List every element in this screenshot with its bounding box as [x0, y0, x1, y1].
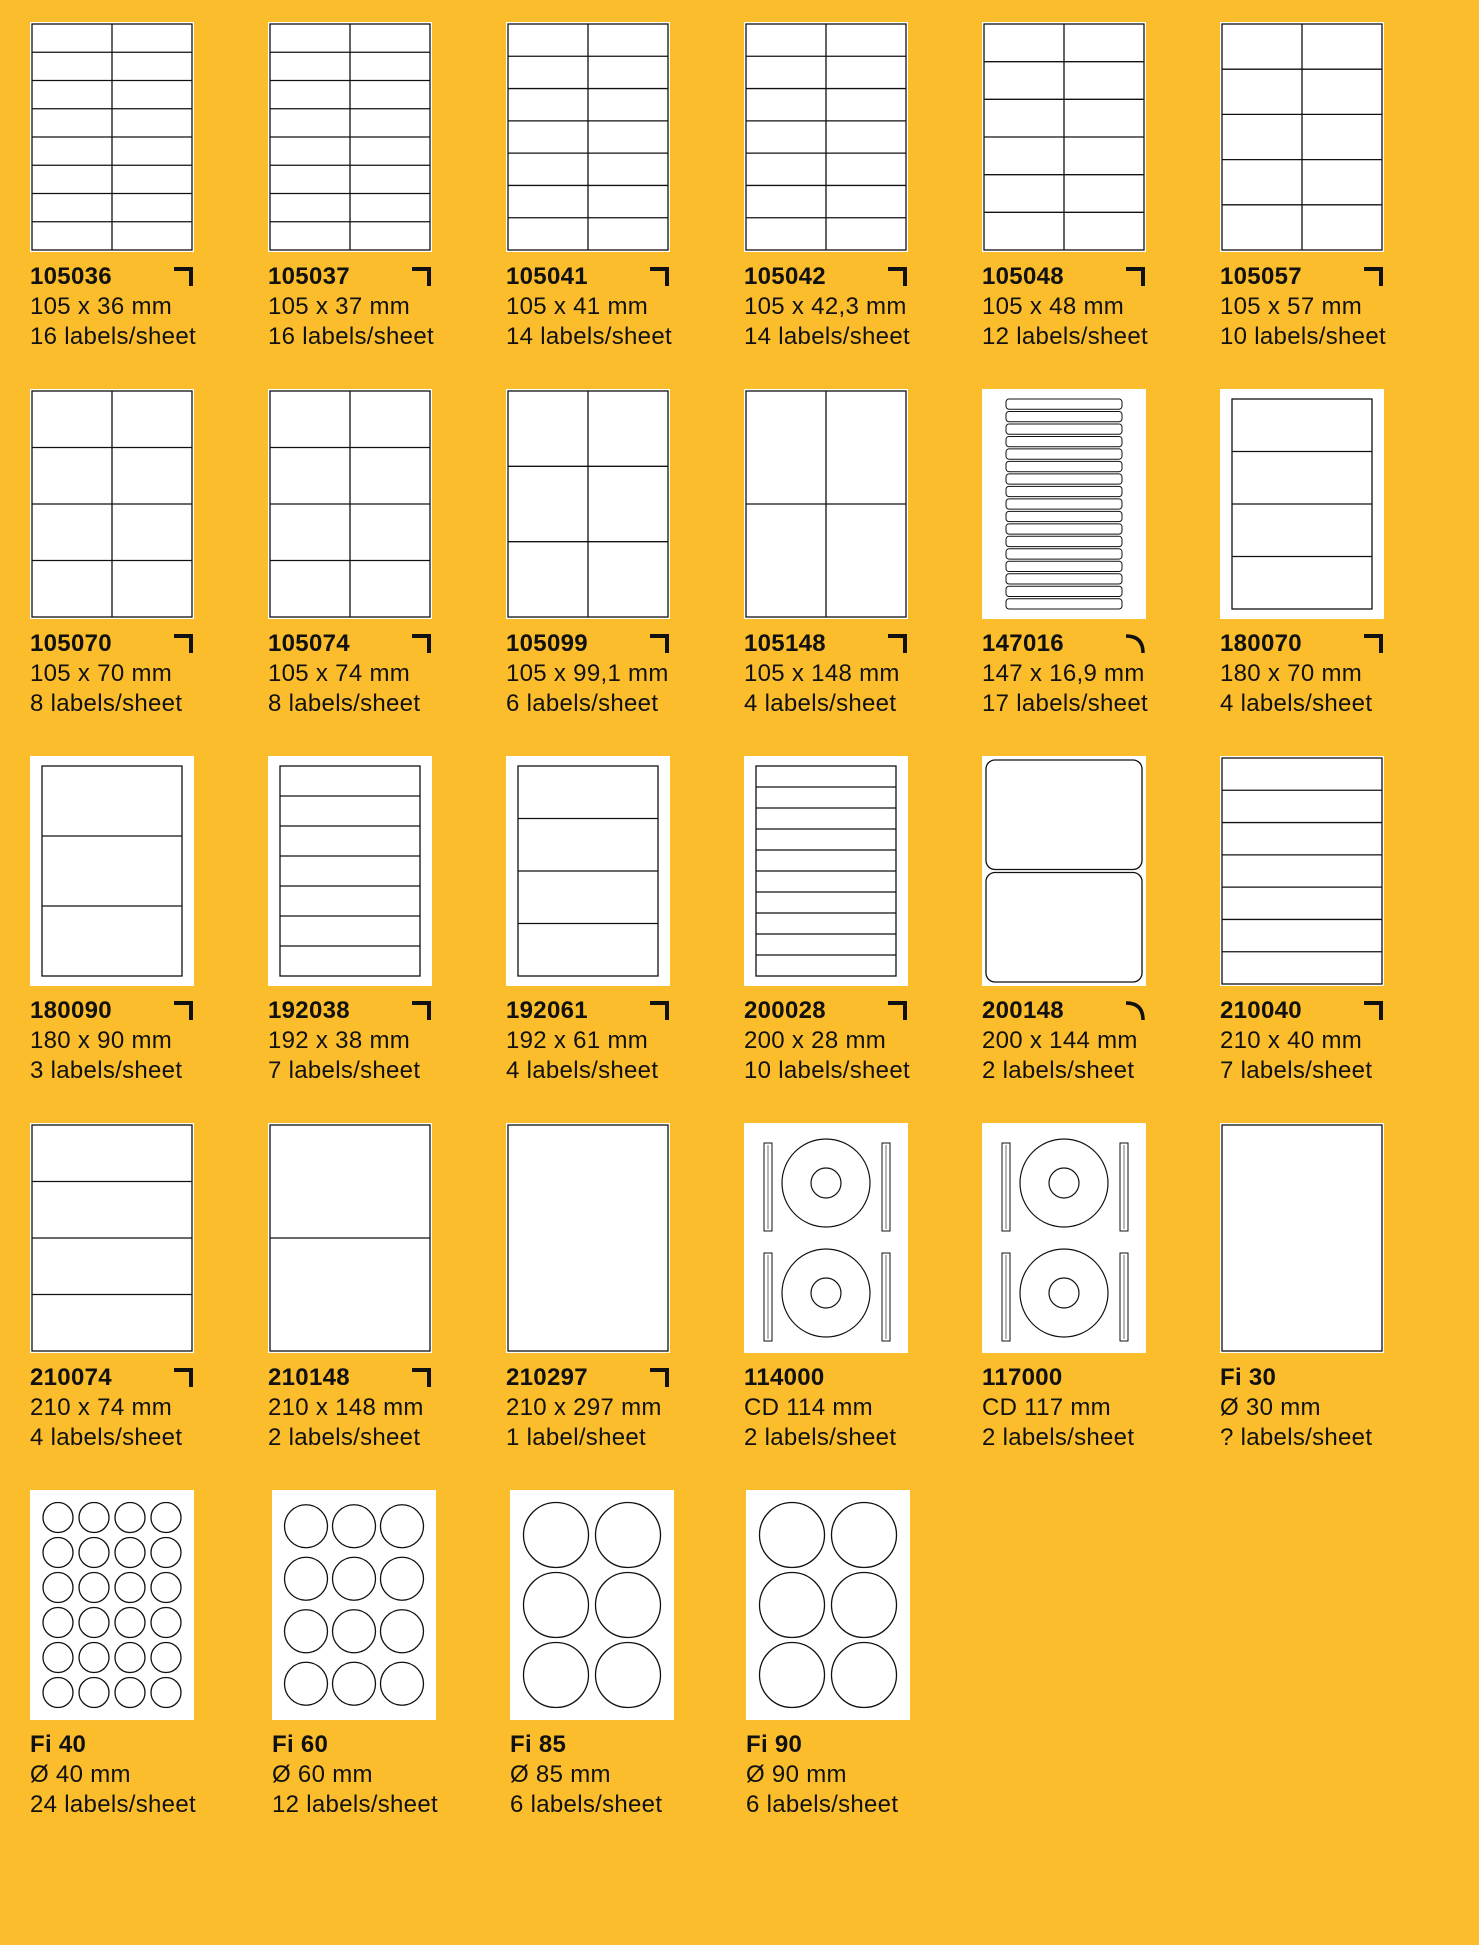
- label-size: 147 x 16,9 mm: [982, 660, 1145, 687]
- sheet-preview: [510, 1490, 674, 1720]
- labels-per-sheet: 16 labels/sheet: [268, 323, 434, 350]
- label-size: 210 x 297 mm: [506, 1394, 662, 1421]
- cd-hole: [1049, 1278, 1079, 1308]
- labels-per-sheet: 14 labels/sheet: [744, 323, 910, 350]
- label-size: 105 x 42,3 mm: [744, 293, 907, 320]
- label-circle: [151, 1643, 181, 1673]
- labels-per-sheet: 10 labels/sheet: [744, 1057, 910, 1084]
- label-circle: [381, 1662, 424, 1705]
- sheet-preview: [272, 1490, 436, 1720]
- label-circle: [115, 1573, 145, 1603]
- label-outline: [42, 766, 182, 976]
- corner-shape-icon: [648, 266, 670, 288]
- corner-shape-icon: [172, 633, 194, 655]
- label-cell: [1006, 536, 1122, 546]
- label-code: Fi 85: [510, 1731, 567, 1758]
- label-circle: [43, 1678, 73, 1708]
- label-cell: [1006, 411, 1122, 421]
- corner-mark: [888, 269, 905, 286]
- label-code: 180070: [1220, 630, 1302, 657]
- sheet-preview: [506, 1123, 670, 1353]
- label-cell: [986, 873, 1142, 983]
- labels-per-sheet: 2 labels/sheet: [982, 1424, 1135, 1451]
- corner-shape-icon: [1362, 1000, 1384, 1022]
- label-circle: [333, 1557, 376, 1600]
- label-code: 105074: [268, 630, 350, 657]
- sheet-preview: [506, 756, 670, 986]
- label-code: 192061: [506, 997, 588, 1024]
- labels-per-sheet: 6 labels/sheet: [510, 1791, 663, 1818]
- corner-shape-icon: [648, 1000, 670, 1022]
- label-circle: [760, 1643, 825, 1708]
- corner-mark: [1364, 269, 1381, 286]
- label-code: 105057: [1220, 263, 1302, 290]
- sheet-preview: [506, 22, 670, 252]
- label-size: 192 x 38 mm: [268, 1027, 411, 1054]
- label-circle: [381, 1610, 424, 1653]
- label-outline: [508, 1125, 668, 1351]
- label-code: 210148: [268, 1364, 350, 1391]
- label-cell: [1006, 586, 1122, 596]
- cd-hole: [811, 1278, 841, 1308]
- sheet-preview: [1220, 22, 1384, 252]
- corner-shape-icon: [648, 633, 670, 655]
- corner-mark: [1364, 636, 1381, 653]
- corner-shape-icon: [1124, 266, 1146, 288]
- label-cell: [1006, 461, 1122, 471]
- label-circle: [79, 1678, 109, 1708]
- label-circle: [115, 1643, 145, 1673]
- label-code: 200148: [982, 997, 1064, 1024]
- sheet-preview: [268, 22, 432, 252]
- corner-mark: [174, 1003, 191, 1020]
- labels-per-sheet: 7 labels/sheet: [268, 1057, 421, 1084]
- sheet-preview: [744, 22, 908, 252]
- label-code: 147016: [982, 630, 1064, 657]
- label-code: 200028: [744, 997, 826, 1024]
- label-code: 105042: [744, 263, 826, 290]
- label-circle: [151, 1678, 181, 1708]
- corner-mark: [650, 1003, 667, 1020]
- label-code: 210040: [1220, 997, 1302, 1024]
- label-size: 180 x 70 mm: [1220, 660, 1363, 687]
- label-circle: [79, 1608, 109, 1638]
- label-code: 114000: [744, 1364, 825, 1391]
- corner-shape-icon: [410, 633, 432, 655]
- corner-shape-icon: [886, 633, 908, 655]
- corner-shape-icon: [886, 266, 908, 288]
- label-circle: [43, 1538, 73, 1568]
- label-outline: [280, 766, 420, 976]
- corner-shape-icon: [410, 1367, 432, 1389]
- labels-per-sheet: 7 labels/sheet: [1220, 1057, 1373, 1084]
- label-circle: [285, 1557, 328, 1600]
- sheet-preview: [30, 1490, 194, 1720]
- labels-per-sheet: 1 label/sheet: [506, 1424, 647, 1451]
- label-size: 105 x 48 mm: [982, 293, 1125, 320]
- label-circle: [285, 1505, 328, 1548]
- sheet-preview: [1220, 756, 1384, 986]
- label-circle: [524, 1573, 589, 1638]
- label-size: 200 x 144 mm: [982, 1027, 1138, 1054]
- label-circle: [151, 1573, 181, 1603]
- labels-per-sheet: 17 labels/sheet: [982, 690, 1148, 717]
- corner-mark: [1126, 636, 1143, 653]
- label-circle: [151, 1538, 181, 1568]
- sheet-preview: [982, 756, 1146, 986]
- labels-per-sheet: 4 labels/sheet: [1220, 690, 1373, 717]
- label-size: Ø 40 mm: [30, 1761, 131, 1788]
- label-circle: [333, 1662, 376, 1705]
- label-outline: [1222, 1125, 1382, 1351]
- corner-shape-icon: [1124, 1000, 1146, 1022]
- labels-per-sheet: 4 labels/sheet: [30, 1424, 183, 1451]
- sheet-preview: [268, 389, 432, 619]
- label-size: 105 x 148 mm: [744, 660, 900, 687]
- sheet-preview: [744, 1123, 908, 1353]
- label-size: 105 x 57 mm: [1220, 293, 1363, 320]
- labels-per-sheet: 2 labels/sheet: [744, 1424, 897, 1451]
- sheet-preview: [982, 22, 1146, 252]
- label-outline: [1222, 758, 1382, 984]
- corner-shape-icon: [172, 1367, 194, 1389]
- label-size: 105 x 99,1 mm: [506, 660, 669, 687]
- corner-mark: [174, 269, 191, 286]
- label-size: 200 x 28 mm: [744, 1027, 887, 1054]
- label-size: Ø 30 mm: [1220, 1394, 1321, 1421]
- label-circle: [760, 1503, 825, 1568]
- label-circle: [79, 1503, 109, 1533]
- label-circle: [524, 1643, 589, 1708]
- sheet-preview: [744, 389, 908, 619]
- corner-shape-icon: [886, 1000, 908, 1022]
- label-code: Fi 60: [272, 1731, 329, 1758]
- corner-shape-icon: [172, 1000, 194, 1022]
- label-cell: [986, 760, 1142, 870]
- label-circle: [832, 1643, 897, 1708]
- corner-shape-icon: [1362, 633, 1384, 655]
- sheet-preview: [982, 1123, 1146, 1353]
- label-code: 117000: [982, 1364, 1063, 1391]
- label-circle: [115, 1538, 145, 1568]
- corner-mark: [888, 1003, 905, 1020]
- labels-per-sheet: 4 labels/sheet: [744, 690, 897, 717]
- label-circle: [333, 1505, 376, 1548]
- label-circle: [381, 1505, 424, 1548]
- labels-per-sheet: 2 labels/sheet: [268, 1424, 421, 1451]
- label-size: CD 114 mm: [744, 1394, 873, 1421]
- label-code: Fi 40: [30, 1731, 87, 1758]
- label-circle: [151, 1608, 181, 1638]
- corner-mark: [412, 1370, 429, 1387]
- label-circle: [381, 1557, 424, 1600]
- label-code: 105036: [30, 263, 112, 290]
- sheet-preview: [268, 1123, 432, 1353]
- label-cell: [1006, 599, 1122, 609]
- corner-shape-icon: [410, 266, 432, 288]
- label-cell: [1006, 399, 1122, 409]
- label-code: 192038: [268, 997, 350, 1024]
- label-circle: [43, 1503, 73, 1533]
- corner-mark: [412, 269, 429, 286]
- label-circle: [596, 1503, 661, 1568]
- sheet-preview: [30, 756, 194, 986]
- label-size: 105 x 36 mm: [30, 293, 173, 320]
- label-circle: [43, 1573, 73, 1603]
- labels-per-sheet: 6 labels/sheet: [746, 1791, 899, 1818]
- labels-per-sheet: 8 labels/sheet: [268, 690, 421, 717]
- sheet-preview: [744, 756, 908, 986]
- label-size: 180 x 90 mm: [30, 1027, 173, 1054]
- label-circle: [151, 1503, 181, 1533]
- label-code: 105070: [30, 630, 112, 657]
- label-size: Ø 85 mm: [510, 1761, 611, 1788]
- sheet-preview: [982, 389, 1146, 619]
- label-cell: [1006, 424, 1122, 434]
- labels-per-sheet: 10 labels/sheet: [1220, 323, 1386, 350]
- label-code: Fi 30: [1220, 1364, 1277, 1391]
- label-circle: [596, 1643, 661, 1708]
- cd-hole: [1049, 1168, 1079, 1198]
- corner-mark: [888, 636, 905, 653]
- labels-per-sheet: 8 labels/sheet: [30, 690, 183, 717]
- label-code: Fi 90: [746, 1731, 803, 1758]
- label-cell: [1006, 549, 1122, 559]
- label-circle: [285, 1662, 328, 1705]
- labels-per-sheet: 12 labels/sheet: [272, 1791, 438, 1818]
- labels-per-sheet: 3 labels/sheet: [30, 1057, 183, 1084]
- corner-mark: [1126, 1003, 1143, 1020]
- label-circle: [43, 1643, 73, 1673]
- label-circle: [285, 1610, 328, 1653]
- label-code: 105048: [982, 263, 1064, 290]
- corner-shape-icon: [648, 1367, 670, 1389]
- cd-hole: [811, 1168, 841, 1198]
- label-code: 180090: [30, 997, 112, 1024]
- corner-mark: [412, 1003, 429, 1020]
- label-size: 105 x 70 mm: [30, 660, 173, 687]
- corner-mark: [1364, 1003, 1381, 1020]
- labels-per-sheet: 14 labels/sheet: [506, 323, 672, 350]
- label-size: 105 x 37 mm: [268, 293, 411, 320]
- sheet-preview: [30, 1123, 194, 1353]
- sheet-preview: [30, 389, 194, 619]
- sheet-preview: [30, 22, 194, 252]
- corner-shape-icon: [410, 1000, 432, 1022]
- labels-per-sheet: 12 labels/sheet: [982, 323, 1148, 350]
- labels-per-sheet: 2 labels/sheet: [982, 1057, 1135, 1084]
- label-circle: [115, 1503, 145, 1533]
- corner-shape-icon: [172, 266, 194, 288]
- label-circle: [79, 1643, 109, 1673]
- labels-per-sheet: 4 labels/sheet: [506, 1057, 659, 1084]
- label-circle: [115, 1608, 145, 1638]
- label-size: 210 x 40 mm: [1220, 1027, 1363, 1054]
- corner-mark: [412, 636, 429, 653]
- corner-shape-icon: [1124, 633, 1146, 655]
- label-size: Ø 90 mm: [746, 1761, 847, 1788]
- label-code: 210074: [30, 1364, 112, 1391]
- label-size: CD 117 mm: [982, 1394, 1111, 1421]
- label-cell: [1006, 449, 1122, 459]
- label-circle: [333, 1610, 376, 1653]
- sheet-preview: [268, 756, 432, 986]
- label-cell: [1006, 436, 1122, 446]
- label-circle: [115, 1678, 145, 1708]
- label-circle: [760, 1573, 825, 1638]
- labels-per-sheet: ? labels/sheet: [1220, 1424, 1373, 1451]
- corner-mark: [650, 636, 667, 653]
- label-circle: [832, 1573, 897, 1638]
- corner-mark: [1126, 269, 1143, 286]
- label-size: 192 x 61 mm: [506, 1027, 649, 1054]
- label-circle: [832, 1503, 897, 1568]
- label-code: 105148: [744, 630, 826, 657]
- corner-mark: [174, 636, 191, 653]
- labels-per-sheet: 6 labels/sheet: [506, 690, 659, 717]
- label-size: 210 x 74 mm: [30, 1394, 173, 1421]
- label-cell: [1006, 511, 1122, 521]
- label-circle: [79, 1573, 109, 1603]
- label-cell: [1006, 499, 1122, 509]
- corner-mark: [650, 269, 667, 286]
- labels-per-sheet: 24 labels/sheet: [30, 1791, 196, 1818]
- label-cell: [1006, 574, 1122, 584]
- label-code: 210297: [506, 1364, 588, 1391]
- label-code: 105037: [268, 263, 350, 290]
- label-circle: [596, 1573, 661, 1638]
- label-cell: [1006, 474, 1122, 484]
- label-circle: [524, 1503, 589, 1568]
- corner-shape-icon: [1362, 266, 1384, 288]
- sheet-preview: [1220, 1123, 1384, 1353]
- sheet-preview: [746, 1490, 910, 1720]
- sheet-preview: [1220, 389, 1384, 619]
- label-size: 105 x 74 mm: [268, 660, 411, 687]
- label-circle: [43, 1608, 73, 1638]
- label-circle: [79, 1538, 109, 1568]
- label-cell: [1006, 486, 1122, 496]
- label-size: Ø 60 mm: [272, 1761, 373, 1788]
- labels-per-sheet: 16 labels/sheet: [30, 323, 196, 350]
- label-code: 105041: [506, 263, 588, 290]
- label-cell: [1006, 561, 1122, 571]
- corner-mark: [174, 1370, 191, 1387]
- label-cell: [1006, 524, 1122, 534]
- label-size: 210 x 148 mm: [268, 1394, 424, 1421]
- corner-mark: [650, 1370, 667, 1387]
- label-size: 105 x 41 mm: [506, 293, 649, 320]
- sheet-preview: [506, 389, 670, 619]
- label-code: 105099: [506, 630, 588, 657]
